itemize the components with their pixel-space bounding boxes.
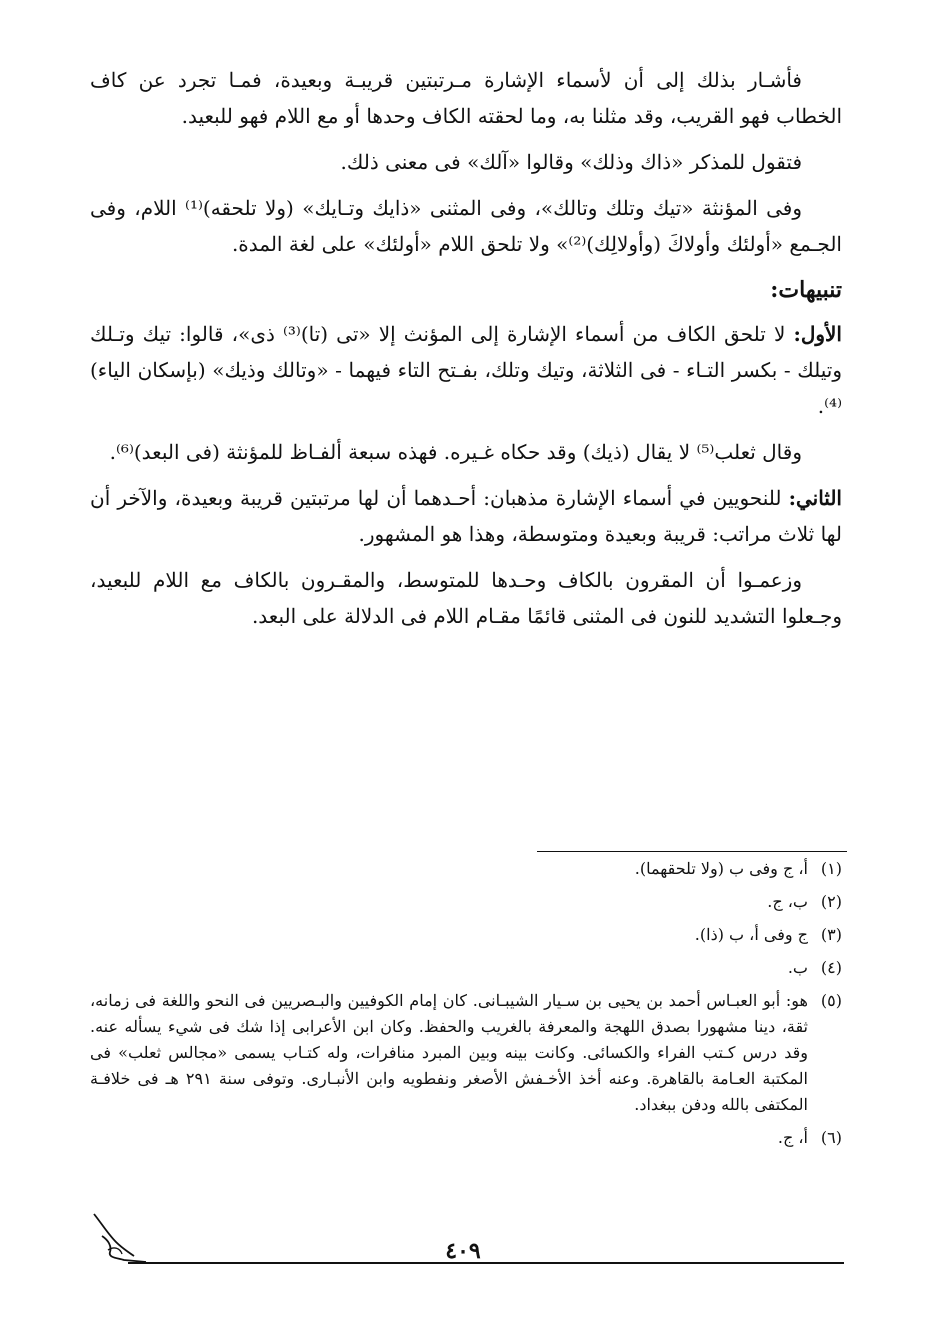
- note-second-lead: الثاني:: [788, 486, 842, 510]
- footnote-item: [90, 922, 842, 948]
- footnote-text: ب.: [787, 958, 808, 977]
- paragraph-intro: فأشـار بذلك إلى أن لأسماء الإشارة مـرتبتين قريبـة وبعيدة، فمـا تجرد عن كاف الخطاب فهو القريب، وقد مثلنا به، وما لحقته الكاف وحدها أو مع اللام فهو للبعيد.: [90, 68, 842, 128]
- note-first: [90, 316, 842, 424]
- footnote-item: [90, 1125, 842, 1151]
- paragraph-masculine: فتقول للمذكر «ذاك وذلك» وقالوا «آلك» فى معنى ذلك.: [340, 150, 802, 174]
- footnote-number: (٦): [820, 1128, 842, 1147]
- note-first-lead: الأول:: [793, 322, 842, 346]
- footnote-text: ب، ج.: [767, 892, 808, 911]
- paragraph-feminine: وفى المؤنثة «تيك وتلك وتالك»، وفى المثنى «ذايك وتـايك» (ولا تلحقه)⁽¹⁾ اللام، وفى الجـمع «أولئك وأولاكَ (وأولالِك)⁽²⁾» ولا تلحق اللام «أولئك» على لغة المدة.: [90, 196, 842, 256]
- footnote-number: (٢): [820, 892, 842, 911]
- paragraph-last: وزعمـوا أن المقرون بالكاف وحـدها للمتوسط، والمقـرون بالكاف مع اللام للبعيد، وجـعلوا التشديد للنون فى المثنى قائمًا مقـام اللام فى الدلالة على البعد.: [90, 568, 842, 628]
- footnotes: [90, 856, 842, 1158]
- note-first-text: لا تلحق الكاف من أسماء الإشارة إلى المؤنث إلا «تى (تا)⁽³⁾ ذى»، قالوا: تيك وتـلك وتيلك - بكسر التـاء - فى الثلاثة، وتيك وتلك، بفـتح التاء فيهما - «وتالك وذيك» (بإسكان الياء)⁽⁴⁾.: [90, 322, 842, 418]
- footnote-item: [90, 856, 842, 882]
- note-second: [90, 480, 842, 552]
- footnote-text: أ، ج وفى ب (ولا تلحقهما).: [634, 859, 808, 878]
- footnote-item: [90, 988, 842, 1118]
- footnote-number: (١): [820, 859, 842, 878]
- section-heading: تنبيهات:: [770, 277, 842, 303]
- footnote-text: ج وفى أ، ب (ذا).: [694, 925, 808, 944]
- footnote-text: هو: أبو العبـاس أحمد بن يحيى بن سـيار الشيبـانى. كان إمام الكوفيين والبـصريين فى النحو واللغة فى زمانه، ثقة، دينا مشهورا بصدق اللهجة والمعرفة بالغريب والحفظ. وكان ابن الأعرابى إذا شك فى شيء يسأله عنه. وقد درس كـتب الفراء والكسائى. وكانت بينه وبين المبرد منافرات، وله كتـاب يسمى «مجالس ثعلب» فى المكتبة العـامة بالقاهرة. وعنه أخذ الأخـفش الأصغر ونفطويه وابن الأنبـارى. وتوفى سنة ٢٩١ هـ فى خلافـة المكتفى بالله ودفن ببغداد.: [90, 991, 809, 1114]
- pen-flourish-icon: [88, 1206, 148, 1266]
- footnote-item: [90, 955, 842, 981]
- page-body: [90, 62, 842, 644]
- footnote-text: أ، ج.: [777, 1128, 808, 1147]
- note-second-text: للنحويين في أسماء الإشارة مذهبان: أحـدهما أن لها مرتبتين قريبة وبعيدة، والآخر أن لها ثلاث مراتب: قريبة وبعيدة ومتوسطة، وهذا هو المشهور.: [90, 486, 842, 546]
- footnote-item: [90, 889, 842, 915]
- footnote-number: (٥): [820, 991, 842, 1010]
- footnote-number: (٤): [820, 958, 842, 977]
- paragraph-thalab: وقال ثعلب⁽⁵⁾ لا يقال (ذيك) وقد حكاه غـيره. فهذه سبعة ألفـاظ للمؤنثة (فى البعد)⁽⁶⁾.: [109, 440, 802, 464]
- page-number: ٤٠٩: [445, 1238, 481, 1264]
- footnote-divider: [537, 851, 847, 852]
- footnote-number: (٣): [820, 925, 842, 944]
